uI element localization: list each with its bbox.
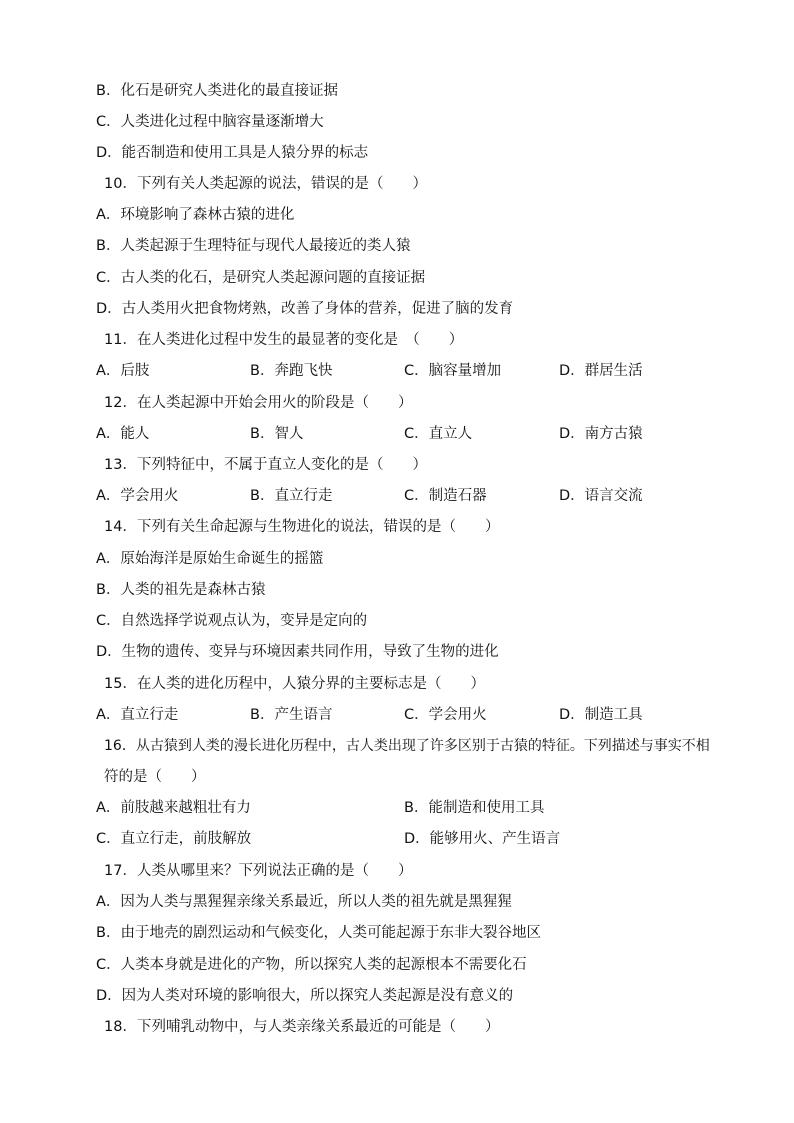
question-13: 13．下列特征中，不属于直立人变化的是（ ） <box>104 457 427 473</box>
option-17a: A．因为人类与黑猩猩亲缘关系最近，所以人类的祖先就是黑猩猩 <box>96 894 512 910</box>
option-14b: B．人类的祖先是森林古猿 <box>96 582 266 598</box>
option-9b: B．化石是研究人类进化的最直接证据 <box>96 83 338 99</box>
option-13a: A．学会用火 <box>96 488 179 504</box>
option-12d: D．南方古猿 <box>559 426 643 442</box>
option-12a: A．能人 <box>96 426 150 442</box>
option-10c: C．古人类的化石，是研究人类起源问题的直接证据 <box>96 270 426 286</box>
option-14c: C．自然选择学说观点认为，变异是定向的 <box>96 613 368 629</box>
option-16a: A．前肢越来越粗壮有力 <box>96 800 251 816</box>
option-16b: B．能制造和使用工具 <box>404 800 545 816</box>
option-13d: D．语言交流 <box>559 488 643 504</box>
option-11b: B．奔跑飞快 <box>250 363 333 379</box>
option-17b: B．由于地壳的剧烈运动和气候变化，人类可能起源于东非大裂谷地区 <box>96 925 541 941</box>
option-9c: C．人类进化过程中脑容量逐渐增大 <box>96 114 324 130</box>
question-15: 15．在人类的进化历程中，人猿分界的主要标志是（ ） <box>104 676 485 692</box>
option-9d: D．能否制造和使用工具是人猿分界的标志 <box>96 145 369 161</box>
question-10: 10．下列有关人类起源的说法，错误的是（ ） <box>104 176 427 192</box>
option-11a: A．后肢 <box>96 363 150 379</box>
option-17d: D．因为人类对环境的影响很大，所以探究人类起源是没有意义的 <box>96 988 514 1004</box>
option-15a: A．直立行走 <box>96 707 179 723</box>
option-15b: B．产生语言 <box>250 707 333 723</box>
option-10d: D．古人类用火把食物烤熟，改善了身体的营养，促进了脑的发育 <box>96 301 514 317</box>
option-15d: D．制造工具 <box>559 707 643 723</box>
option-10b: B．人类起源于生理特征与现代人最接近的类人猿 <box>96 238 411 254</box>
question-16-continued: 符的是（ ） <box>104 769 206 785</box>
option-14d: D．生物的遗传、变异与环境因素共同作用，导致了生物的进化 <box>96 644 499 660</box>
option-11c: C．脑容量增加 <box>404 363 502 379</box>
option-15c: C．学会用火 <box>404 707 487 723</box>
question-17: 17．人类从哪里来？下列说法正确的是（ ） <box>104 863 413 879</box>
option-12b: B．智人 <box>250 426 304 442</box>
option-16d: D．能够用火、产生语言 <box>404 831 561 847</box>
option-13c: C．制造石器 <box>404 488 487 504</box>
option-11d: D．群居生活 <box>559 363 643 379</box>
option-13b: B．直立行走 <box>250 488 333 504</box>
option-12c: C．直立人 <box>404 426 473 442</box>
option-14a: A．原始海洋是原始生命诞生的摇篮 <box>96 551 324 567</box>
question-11: 11．在人类进化过程中发生的最显著的变化是 （ ） <box>104 332 464 348</box>
option-17c: C．人类本身就是进化的产物，所以探究人类的起源根本不需要化石 <box>96 957 527 973</box>
question-14: 14．下列有关生命起源与生物进化的说法，错误的是（ ） <box>104 519 500 535</box>
option-16c: C．直立行走，前肢解放 <box>96 831 252 847</box>
option-10a: A．环境影响了森林古猿的进化 <box>96 207 295 223</box>
question-16: 16．从古猿到人类的漫长进化历程中，古人类出现了许多区别于古猿的特征。下列描述与事实不相 <box>104 738 710 754</box>
question-12: 12．在人类起源中开始会用火的阶段是（ ） <box>104 395 413 411</box>
question-18: 18．下列哺乳动物中，与人类亲缘关系最近的可能是（ ） <box>104 1019 500 1035</box>
